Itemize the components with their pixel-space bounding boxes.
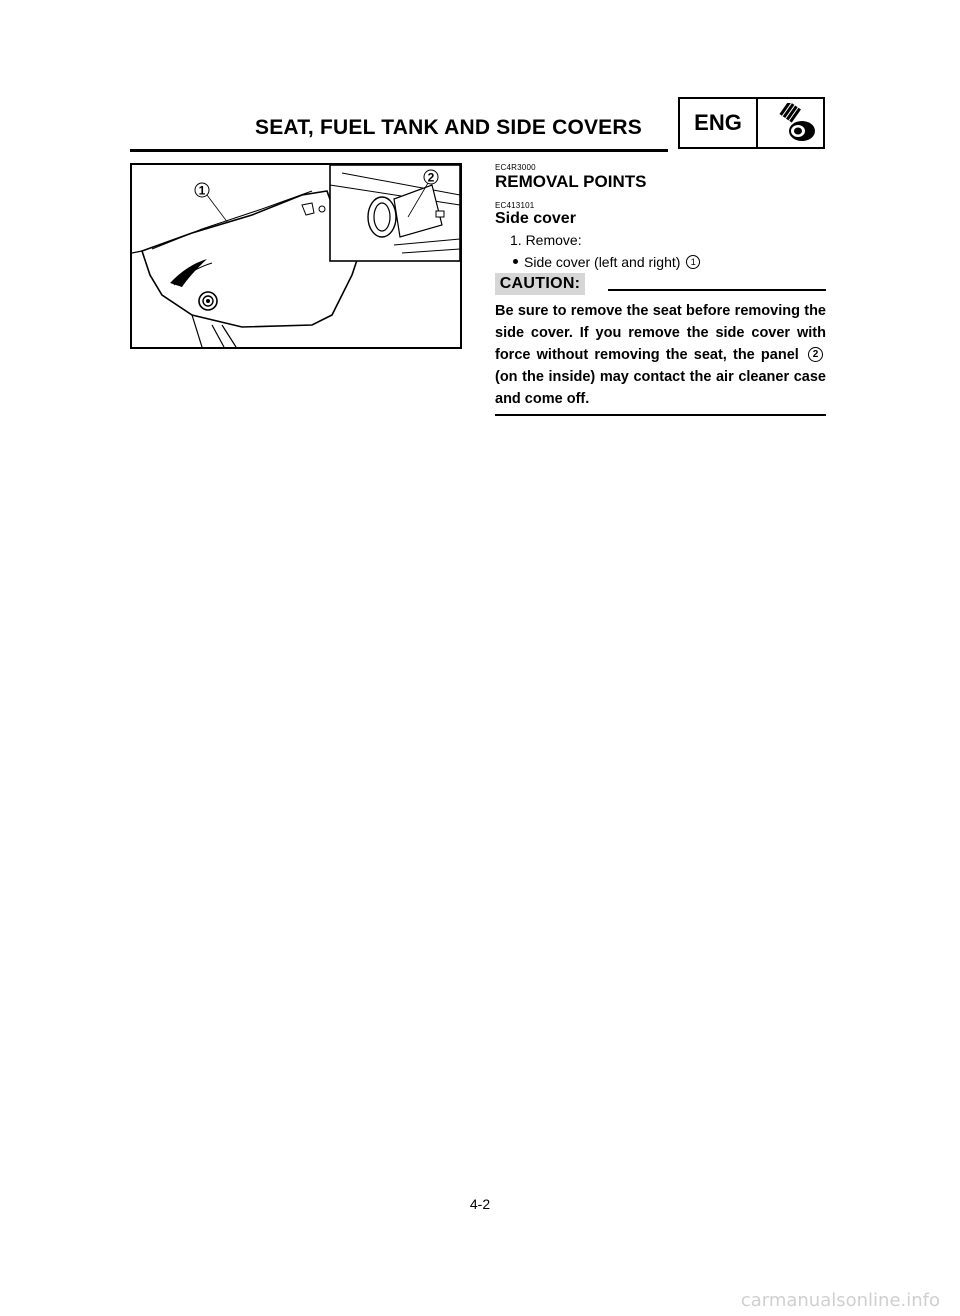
section-tag: ENG	[694, 110, 742, 135]
side-cover-drawing	[132, 165, 460, 347]
caution-rule	[608, 289, 826, 291]
caution-label: CAUTION:	[495, 273, 585, 295]
reference-number-2: 2	[808, 347, 823, 362]
bullet-text: Side cover (left and right)	[524, 254, 681, 270]
callout-2: 2	[427, 170, 435, 185]
page-number: 4-2	[469, 1196, 491, 1212]
section-tag-box	[678, 97, 825, 149]
reference-number-1: 1	[686, 255, 700, 269]
bullet-dot	[513, 259, 518, 264]
step-1: 1. Remove:	[510, 232, 582, 248]
page-title: SEAT, FUEL TANK AND SIDE COVERS	[255, 116, 642, 139]
section-code: EC4R3000	[495, 163, 536, 172]
caution-end-rule	[495, 414, 826, 416]
bullet-item	[513, 254, 700, 270]
header-rule	[130, 149, 668, 152]
caution-text-before: Be sure to remove the seat before removing the side cover. If you remove the side cover with force without removing the seat, the panel	[495, 303, 826, 363]
section-tag-divider	[756, 99, 758, 147]
callout-1: 1	[198, 183, 206, 198]
caution-text	[495, 300, 826, 410]
engine-wrench-icon	[762, 103, 822, 145]
side-cover-illustration	[130, 163, 462, 349]
subsection-heading: Side cover	[495, 210, 576, 227]
section-heading: REMOVAL POINTS	[495, 172, 647, 191]
watermark: carmanualsonline.info	[740, 1290, 940, 1311]
caution-text-after: (on the inside) may contact the air cleaner case and come off.	[495, 369, 826, 407]
subsection-code: EC413101	[495, 201, 535, 210]
